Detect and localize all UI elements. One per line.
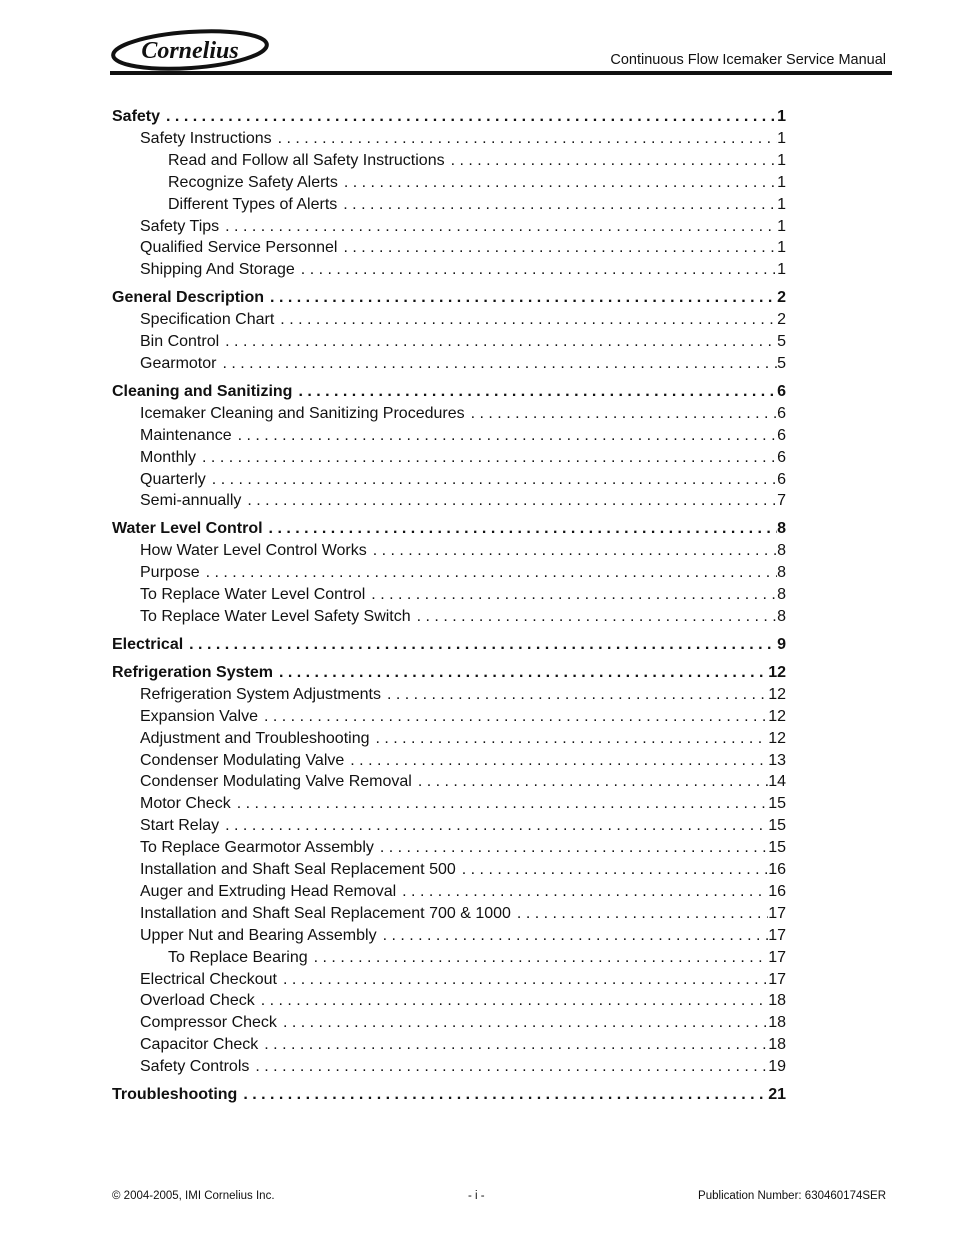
toc-entry-page: 8: [777, 542, 786, 560]
toc-entry-page: 17: [768, 926, 786, 944]
toc-entry-page: 1: [777, 108, 786, 125]
toc-entry-label: To Replace Water Level Safety Switch: [140, 608, 411, 626]
toc-entry[interactable]: [112, 331, 786, 353]
toc-entry-page: 16: [768, 861, 786, 879]
toc-entry-page: 17: [768, 948, 786, 966]
toc-entry-page: 16: [768, 882, 786, 900]
toc-entry[interactable]: [112, 447, 786, 469]
toc-entry-label: Read and Follow all Safety Instructions: [168, 151, 445, 169]
toc-entry-page: 15: [768, 817, 786, 835]
dot-leader: [418, 771, 768, 793]
toc-entry-label: Capacitor Check: [140, 1036, 259, 1054]
dot-leader: [264, 1034, 768, 1056]
dot-leader: [371, 584, 777, 606]
toc-entry[interactable]: [112, 606, 786, 628]
toc-entry[interactable]: [112, 881, 786, 903]
toc-entry-page: 14: [768, 773, 786, 791]
toc-entry-page: 8: [777, 586, 786, 604]
toc-entry-label: Semi-annually: [140, 492, 242, 510]
toc-section: [112, 634, 786, 656]
toc-entry-label: Expansion Valve: [140, 707, 258, 725]
dot-leader: [206, 562, 778, 584]
toc-entry[interactable]: [112, 216, 786, 238]
toc-entry-label: Adjustment and Troubleshooting: [140, 729, 370, 747]
toc-entry-page: 1: [777, 195, 786, 213]
dot-leader: [462, 859, 768, 881]
dot-leader: [222, 353, 777, 375]
toc-entry-page: 1: [777, 217, 786, 235]
dot-leader: [343, 194, 777, 216]
toc-entry[interactable]: [112, 425, 786, 447]
toc-entry-label: General Description: [112, 289, 265, 307]
dot-leader: [279, 662, 768, 684]
dot-leader: [283, 1012, 768, 1034]
toc-entry-page: 21: [768, 1085, 786, 1103]
toc-entry[interactable]: [112, 815, 786, 837]
toc-entry-label: Overload Check: [140, 992, 255, 1010]
toc-entry-page: 5: [777, 333, 786, 351]
toc-entry-label: Qualified Service Personnel: [140, 239, 338, 257]
dot-leader: [417, 606, 777, 628]
toc-entry-page: 6: [777, 448, 786, 466]
dot-leader: [343, 237, 777, 259]
dot-leader: [238, 425, 777, 447]
toc-entry-page: 2: [777, 311, 786, 329]
dot-leader: [383, 925, 769, 947]
toc-entry-page: 1: [777, 130, 786, 147]
toc-entry-label: Quarterly: [140, 470, 206, 488]
dot-leader: [451, 150, 778, 172]
toc-entry-label: Recognize Safety Alerts: [168, 173, 338, 191]
toc-entry[interactable]: [112, 490, 786, 512]
toc-entry-page: 13: [768, 751, 786, 769]
toc-entry-label: Upper Nut and Bearing Assembly: [140, 926, 377, 944]
dot-leader: [298, 381, 777, 403]
toc-section-entry[interactable]: [112, 381, 786, 403]
dot-leader: [264, 706, 768, 728]
toc-entry[interactable]: [112, 1056, 786, 1078]
toc-entry-label: To Replace Bearing: [168, 948, 308, 966]
toc-entry-label: Installation and Shaft Seal Replacement 500: [140, 861, 456, 879]
toc-entry-label: Condenser Modulating Valve: [140, 751, 345, 769]
dot-leader: [247, 490, 777, 512]
toc-entry-page: 12: [768, 707, 786, 725]
page-number: - i -: [468, 1190, 485, 1202]
cornelius-logo: [110, 28, 270, 72]
toc-entry-label: Condenser Modulating Valve Removal: [140, 773, 412, 791]
dot-leader: [387, 684, 768, 706]
dot-leader: [255, 1056, 768, 1078]
toc-section-entry[interactable]: [112, 106, 786, 128]
dot-leader: [166, 106, 777, 128]
toc-section: [112, 662, 786, 1078]
toc-entry[interactable]: [112, 309, 786, 331]
toc-entry[interactable]: [112, 771, 786, 793]
header-divider: [110, 71, 892, 75]
toc-entry-page: 6: [777, 470, 786, 488]
dot-leader: [283, 969, 768, 991]
toc-entry-label: Monthly: [140, 448, 197, 466]
dot-leader: [380, 837, 768, 859]
toc-entry-label: Troubleshooting: [112, 1085, 238, 1103]
toc-entry-label: Purpose: [140, 564, 200, 582]
toc-entry-label: Start Relay: [140, 817, 220, 835]
toc-entry-page: 15: [768, 795, 786, 813]
table-of-contents: [112, 106, 786, 1112]
toc-entry[interactable]: [112, 837, 786, 859]
toc-entry-label: Installation and Shaft Seal Replacement 700 & 1000: [140, 904, 511, 922]
dot-leader: [402, 881, 768, 903]
dot-leader: [280, 309, 777, 331]
toc-entry-label: Safety: [112, 108, 161, 125]
dot-leader: [344, 172, 777, 194]
dot-leader: [350, 750, 768, 772]
toc-entry-page: 8: [777, 608, 786, 626]
toc-entry[interactable]: [112, 237, 786, 259]
toc-entry-label: Electrical Checkout: [140, 970, 277, 988]
dot-leader: [301, 259, 777, 281]
toc-entry[interactable]: [112, 259, 786, 281]
toc-entry-page: 18: [768, 1036, 786, 1054]
toc-entry-page: 19: [768, 1058, 786, 1076]
dot-leader: [517, 903, 768, 925]
toc-entry[interactable]: [112, 793, 786, 815]
toc-entry-label: Different Types of Alerts: [168, 195, 338, 213]
toc-entry-label: Cleaning and Sanitizing: [112, 382, 293, 400]
toc-section: [112, 381, 786, 512]
toc-entry-page: 1: [777, 261, 786, 279]
dot-leader: [278, 128, 777, 150]
toc-entry-page: 7: [777, 492, 786, 510]
dot-leader: [314, 947, 769, 969]
toc-entry[interactable]: [112, 706, 786, 728]
toc-entry-label: Motor Check: [140, 795, 231, 813]
toc-entry-label: How Water Level Control Works: [140, 542, 367, 560]
dot-leader: [225, 216, 777, 238]
toc-entry[interactable]: [112, 469, 786, 491]
dot-leader: [189, 634, 777, 656]
toc-entry-label: Auger and Extruding Head Removal: [140, 882, 397, 900]
toc-section-entry[interactable]: [112, 287, 786, 309]
toc-entry[interactable]: [112, 1034, 786, 1056]
toc-entry[interactable]: [112, 903, 786, 925]
toc-section-entry[interactable]: [112, 1084, 786, 1106]
toc-entry-label: Bin Control: [140, 333, 220, 351]
toc-entry[interactable]: [112, 540, 786, 562]
toc-entry-page: 1: [777, 239, 786, 257]
toc-entry-page: 1: [777, 173, 786, 191]
toc-entry[interactable]: [112, 684, 786, 706]
toc-entry[interactable]: [112, 990, 786, 1012]
toc-entry-label: To Replace Gearmotor Assembly: [140, 839, 374, 857]
toc-entry-label: Safety Tips: [140, 217, 220, 235]
toc-entry[interactable]: [112, 172, 786, 194]
toc-entry[interactable]: [112, 859, 786, 881]
dot-leader: [225, 815, 768, 837]
toc-entry[interactable]: [112, 562, 786, 584]
toc-entry-page: 1: [777, 151, 786, 169]
toc-entry[interactable]: [112, 750, 786, 772]
toc-entry-label: Refrigeration System Adjustments: [140, 685, 381, 703]
manual-title: Continuous Flow Icemaker Service Manual: [610, 52, 886, 68]
toc-section: [112, 287, 786, 375]
toc-section: [112, 518, 786, 628]
dot-leader: [225, 331, 777, 353]
toc-entry-page: 6: [777, 382, 786, 400]
publication-number: Publication Number: 630460174SER: [698, 1190, 886, 1202]
toc-entry-page: 17: [768, 970, 786, 988]
toc-entry-page: 18: [768, 992, 786, 1010]
toc-entry[interactable]: [112, 728, 786, 750]
logo-text: Cornelius: [141, 38, 239, 64]
toc-entry-label: Gearmotor: [140, 355, 217, 373]
toc-entry-label: To Replace Water Level Control: [140, 586, 366, 604]
dot-leader: [269, 518, 778, 540]
toc-entry[interactable]: [112, 150, 786, 172]
toc-entry-page: 8: [777, 564, 786, 582]
toc-entry-page: 12: [768, 685, 786, 703]
dot-leader: [471, 403, 777, 425]
toc-entry-page: 17: [768, 904, 786, 922]
toc-entry-label: Electrical: [112, 635, 184, 653]
toc-entry[interactable]: [112, 969, 786, 991]
toc-entry[interactable]: [112, 194, 786, 216]
toc-entry-label: Compressor Check: [140, 1014, 277, 1032]
toc-section-entry[interactable]: [112, 518, 786, 540]
toc-entry-page: 12: [768, 729, 786, 747]
toc-entry-page: 6: [777, 404, 786, 422]
toc-section: [112, 1084, 786, 1106]
toc-entry-label: Specification Chart: [140, 311, 275, 329]
dot-leader: [375, 728, 768, 750]
dot-leader: [237, 793, 769, 815]
toc-entry-label: Safety Instructions: [140, 130, 272, 147]
toc-entry-label: Water Level Control: [112, 520, 263, 538]
toc-entry-page: 8: [777, 520, 786, 538]
toc-entry[interactable]: [112, 925, 786, 947]
toc-section-entry[interactable]: [112, 634, 786, 656]
toc-entry[interactable]: [112, 947, 786, 969]
toc-entry[interactable]: [112, 353, 786, 375]
toc-section: [112, 106, 786, 281]
dot-leader: [212, 469, 777, 491]
toc-entry-label: Maintenance: [140, 426, 232, 444]
dot-leader: [202, 447, 777, 469]
page-header: [0, 0, 954, 80]
dot-leader: [373, 540, 777, 562]
toc-entry-page: 12: [768, 663, 786, 681]
dot-leader: [243, 1084, 768, 1106]
toc-entry[interactable]: [112, 584, 786, 606]
dot-leader: [270, 287, 777, 309]
toc-entry-label: Safety Controls: [140, 1058, 250, 1076]
toc-entry[interactable]: [112, 128, 786, 150]
dot-leader: [261, 990, 768, 1012]
toc-entry-page: 2: [777, 289, 786, 307]
toc-entry-page: 6: [777, 426, 786, 444]
toc-entry-label: Icemaker Cleaning and Sanitizing Procedures: [140, 404, 465, 422]
toc-entry[interactable]: [112, 403, 786, 425]
toc-entry[interactable]: [112, 1012, 786, 1034]
toc-entry-label: Refrigeration System: [112, 663, 273, 681]
toc-section-entry[interactable]: [112, 662, 786, 684]
toc-entry-page: 5: [777, 355, 786, 373]
copyright-text: © 2004-2005, IMI Cornelius Inc.: [112, 1190, 275, 1202]
toc-entry-page: 9: [777, 635, 786, 653]
toc-entry-label: Shipping And Storage: [140, 261, 295, 279]
toc-entry-page: 18: [768, 1014, 786, 1032]
toc-entry-page: 15: [768, 839, 786, 857]
